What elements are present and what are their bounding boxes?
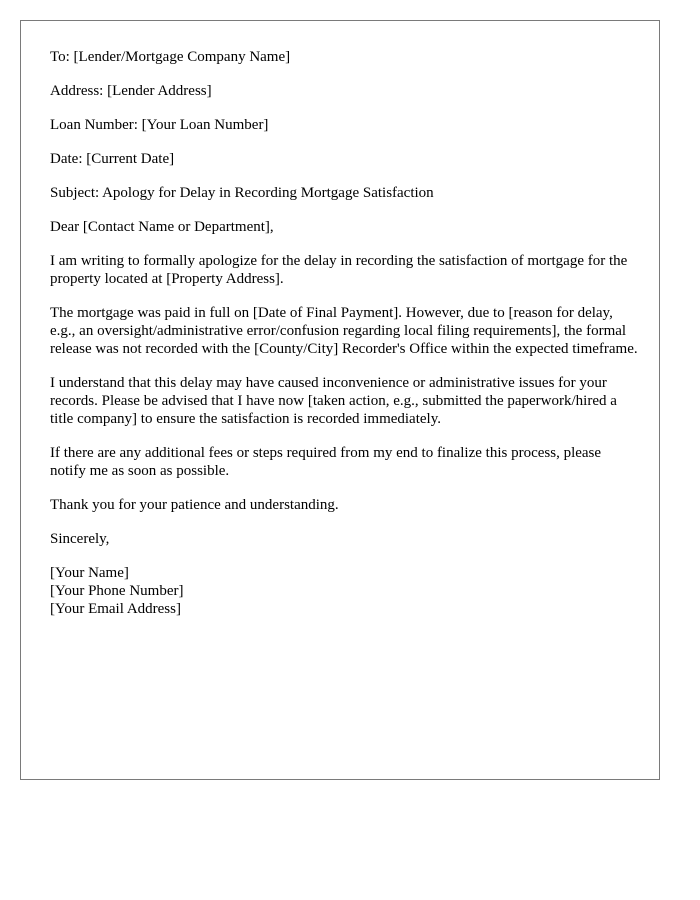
recipient-address: Address: [Lender Address]: [50, 83, 212, 99]
salutation: Dear [Contact Name or Department],: [50, 219, 274, 235]
letter-subject: Subject: Apology for Delay in Recording Mortgage Satisfaction: [50, 185, 434, 201]
signature-name: [Your Name]: [50, 565, 129, 581]
body-paragraph: I am writing to formally apologize for the delay in recording the satisfaction of mortgage for the property located at [Property Address].: [50, 253, 628, 287]
body-paragraph: The mortgage was paid in full on [Date of Final Payment]. However, due to [reason for delay, e.g., an oversight/administrative error/confusion regarding local filing requirements], the formal release was not recorded with the [County/City] Recorder's Office within the expected timeframe.: [50, 305, 638, 357]
body-paragraph: Thank you for your patience and understanding.: [50, 497, 339, 513]
closing: Sincerely,: [50, 531, 110, 547]
loan-number: Loan Number: [Your Loan Number]: [50, 117, 269, 133]
recipient-line: To: [Lender/Mortgage Company Name]: [50, 49, 291, 65]
body-paragraph: I understand that this delay may have caused inconvenience or administrative issues for your records. Please be advised that I have now [taken action, e.g., submitted the paperwork/hired a title company] to ensure the satisfaction is recorded immediately.: [50, 375, 617, 427]
letter-date: Date: [Current Date]: [50, 151, 175, 167]
body-paragraph: If there are any additional fees or steps required from my end to finalize this process, please notify me as soon as possible.: [50, 445, 602, 479]
signature-email: [Your Email Address]: [50, 601, 181, 617]
signature-phone: [Your Phone Number]: [50, 583, 184, 599]
signature-block: [50, 564, 640, 618]
letter-frame: [20, 20, 660, 780]
letter-body: [50, 48, 640, 618]
